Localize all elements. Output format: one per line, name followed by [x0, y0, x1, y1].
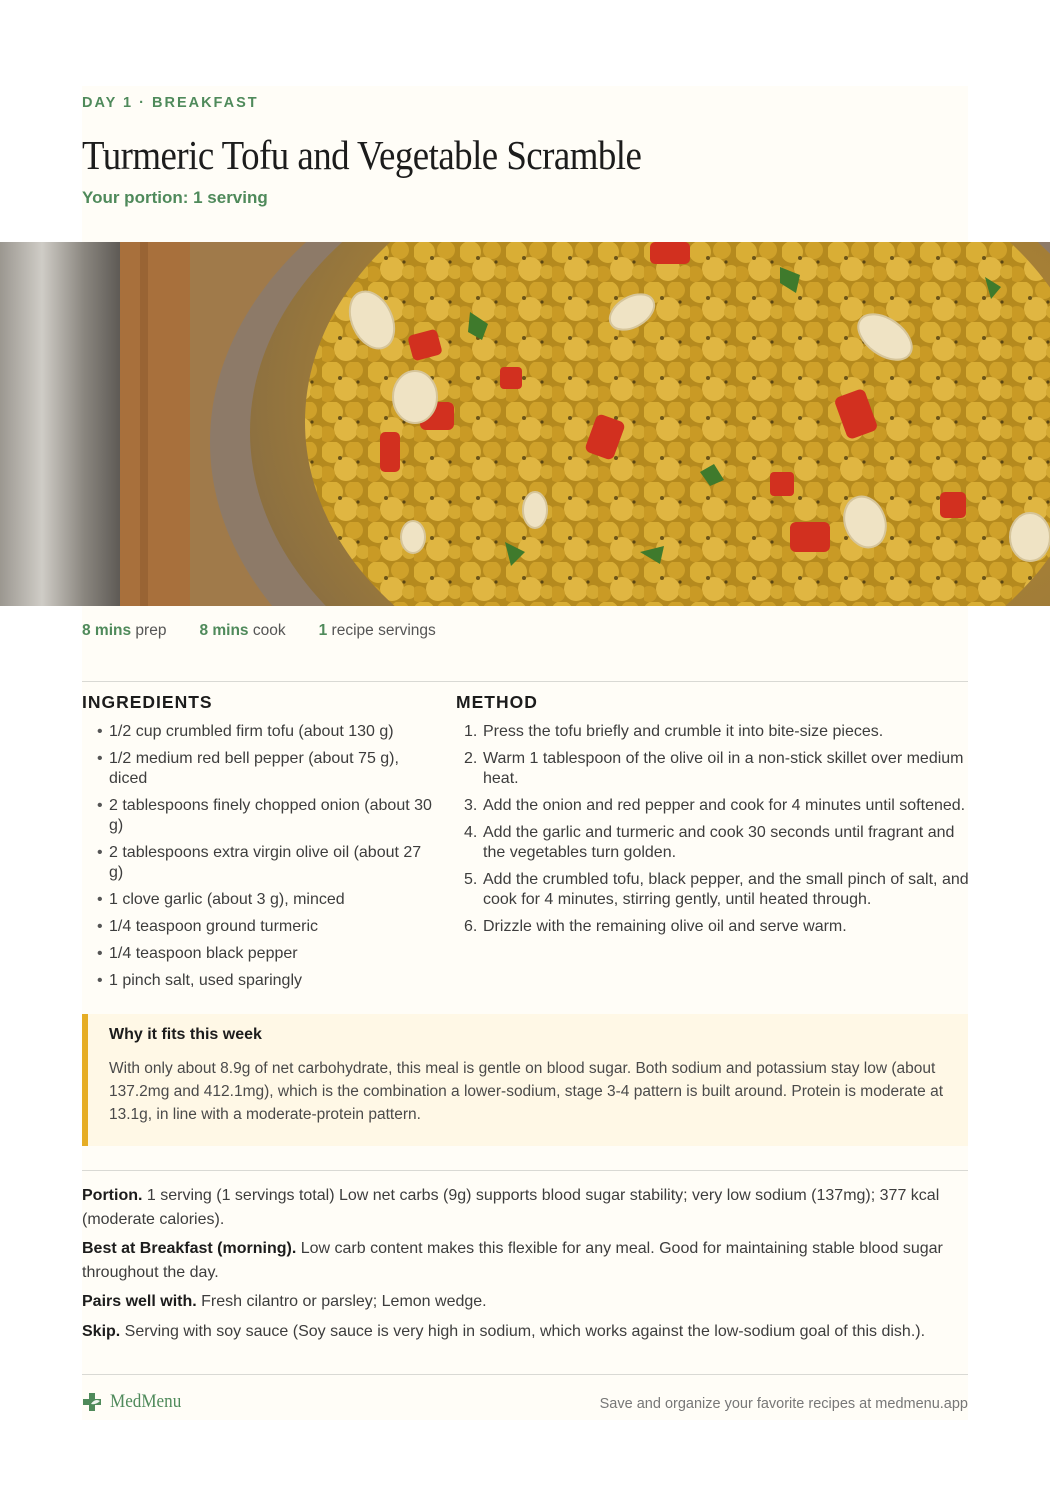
best-time-note: Best at Breakfast (morning). Low carb content makes this flexible for any meal. Good for maintaining stable blood sugar throughout the day. — [82, 1240, 943, 1281]
method-step: 5. Add the crumbled tofu, black pepper, and the small pinch of salt, and cook for 4 minutes, stirring gently, until heated through. — [464, 871, 969, 908]
recipe-title: Turmeric Tofu and Vegetable Scramble — [82, 132, 642, 178]
portion-note: Portion. 1 serving (1 servings total) Low net carbs (9g) supports blood sugar stability; very low sodium (137mg); 377 kcal (moderate calories). — [82, 1187, 940, 1228]
recipe-notes — [82, 1184, 968, 1349]
medmenu-logo-icon — [82, 1392, 102, 1412]
footer-link-text[interactable]: Save and organize your favorite recipes at medmenu.app — [599, 1396, 968, 1412]
hero-photo — [0, 242, 1050, 606]
method-heading: METHOD — [456, 692, 538, 712]
list-item: • 1/4 teaspoon ground turmeric — [82, 917, 432, 937]
divider — [82, 681, 968, 682]
recipe-stats — [82, 622, 436, 640]
skip-note: Skip. Serving with soy sauce (Soy sauce is very high in sodium, which works against the low-sodium goal of this dish.). — [82, 1322, 926, 1340]
method-step: 2. Warm 1 tablespoon of the olive oil in a non-stick skillet over medium heat. — [464, 750, 964, 787]
method-step: 4. Add the garlic and turmeric and cook 30 seconds until fragrant and the vegetables turn golden. — [464, 824, 955, 861]
list-item: • 1 clove garlic (about 3 g), minced — [82, 890, 432, 910]
why-body: With only about 8.9g of net carbohydrate, this meal is gentle on blood sugar. Both sodium and potassium stay low (about 137.2mg and 412.1mg), which is the combination a lower-sodium, stage 3-4 pattern is built around. Protein is moderate at 13.1g, in line with a moderate-protein pattern. — [109, 1060, 944, 1123]
list-item: • 1/4 teaspoon black pepper — [82, 944, 432, 964]
why-callout — [82, 1014, 968, 1146]
pairs-note: Pairs well with. Fresh cilantro or parsley; Lemon wedge. — [82, 1293, 487, 1310]
ingredients-list — [82, 722, 432, 998]
prep-time: 8 mins prep — [82, 622, 167, 639]
method-list — [456, 722, 976, 944]
portion-label: Your portion: 1 serving — [82, 188, 268, 207]
list-item: • 2 tablespoons extra virgin olive oil (about 27 g) — [82, 843, 432, 883]
footer-brand[interactable] — [82, 1391, 189, 1413]
brand-name: MedMenu — [110, 1391, 182, 1412]
divider — [82, 1170, 968, 1171]
list-item: • 1/2 medium red bell pepper (about 75 g), diced — [82, 749, 432, 789]
method-step: 1. Press the tofu briefly and crumble it into bite-size pieces. — [464, 723, 884, 740]
servings-count: 1 recipe servings — [318, 622, 436, 639]
method-step: 3. Add the onion and red pepper and cook for 4 minutes until softened. — [464, 797, 966, 814]
divider — [82, 1374, 968, 1375]
ingredients-heading: INGREDIENTS — [82, 692, 213, 712]
method-step: 6. Drizzle with the remaining olive oil and serve warm. — [464, 918, 847, 935]
tofu-scramble-photo-icon — [0, 242, 1050, 606]
list-item: • 2 tablespoons finely chopped onion (about 30 g) — [82, 796, 432, 836]
cook-time: 8 mins cook — [199, 622, 286, 639]
meal-eyebrow: DAY 1 · BREAKFAST — [82, 95, 259, 111]
why-heading: Why it fits this week — [109, 1026, 262, 1043]
list-item: • 1 pinch salt, used sparingly — [82, 971, 432, 991]
list-item: • 1/2 cup crumbled firm tofu (about 130 g) — [82, 722, 432, 742]
